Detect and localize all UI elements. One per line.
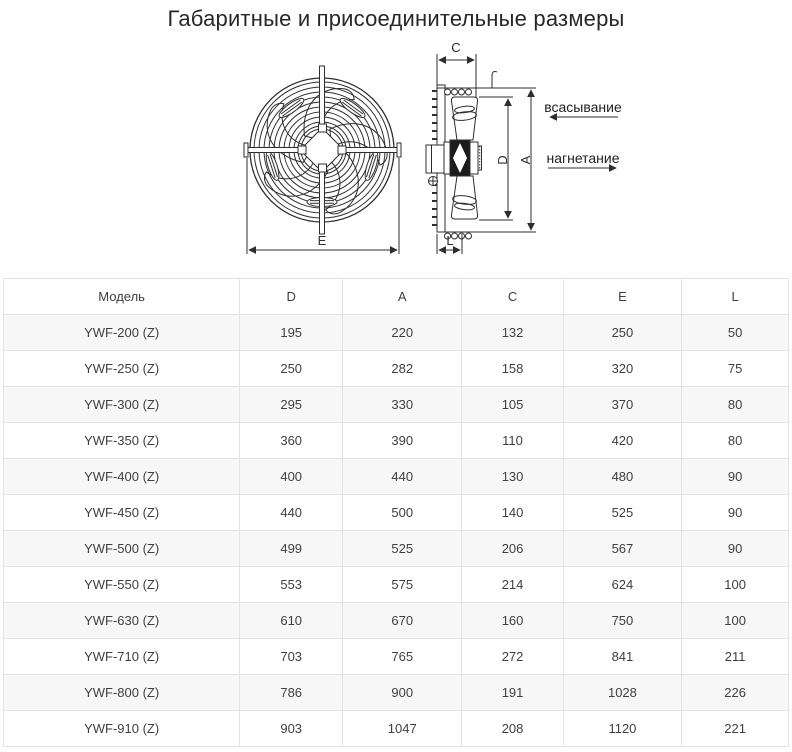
table-cell: 750	[563, 603, 682, 639]
dimension-diagram	[0, 36, 792, 276]
table-cell: YWF-350 (Z)	[4, 423, 240, 459]
table-cell: 400	[240, 459, 343, 495]
dim-label-l: L	[446, 233, 454, 248]
table-cell: 553	[240, 567, 343, 603]
table-row	[4, 351, 789, 387]
page-title: Габаритные и присоединительные размеры	[167, 6, 625, 31]
table-cell: 100	[682, 567, 789, 603]
dim-label-a: A	[518, 155, 533, 165]
table-cell: 191	[462, 675, 563, 711]
table-cell: 80	[682, 423, 789, 459]
table-cell: 500	[343, 495, 462, 531]
column-header-e: E	[563, 279, 682, 315]
table-cell: 158	[462, 351, 563, 387]
wire	[492, 72, 497, 89]
table-cell: 272	[462, 639, 563, 675]
table-cell: 221	[682, 711, 789, 747]
table-cell: 130	[462, 459, 563, 495]
table-cell: 525	[343, 531, 462, 567]
table-body	[4, 315, 789, 747]
discharge-label: нагнетание	[546, 150, 620, 166]
column-header-d: D	[240, 279, 343, 315]
table-cell: 330	[343, 387, 462, 423]
table-cell: 195	[240, 315, 343, 351]
table-cell: 765	[343, 639, 462, 675]
table-cell: 140	[462, 495, 563, 531]
table-cell: 703	[240, 639, 343, 675]
table-row	[4, 531, 789, 567]
dim-label-c: C	[451, 40, 461, 55]
dimension-d	[479, 97, 513, 220]
table-cell: 440	[240, 495, 343, 531]
column-header-model: Модель	[4, 279, 240, 315]
table-cell: 226	[682, 675, 789, 711]
table-cell: 786	[240, 675, 343, 711]
table-cell: 220	[343, 315, 462, 351]
table-header-row	[4, 279, 789, 315]
table-row	[4, 315, 789, 351]
table-cell: 420	[563, 423, 682, 459]
table-cell: YWF-400 (Z)	[4, 459, 240, 495]
table-cell: 480	[563, 459, 682, 495]
table-cell: YWF-630 (Z)	[4, 603, 240, 639]
dimensions-table	[3, 278, 789, 747]
table-cell: 211	[682, 639, 789, 675]
table-cell: 90	[682, 531, 789, 567]
table-cell: 250	[240, 351, 343, 387]
table-cell: 670	[343, 603, 462, 639]
table-cell: 360	[240, 423, 343, 459]
table-cell: 132	[462, 315, 563, 351]
table-cell: 90	[682, 495, 789, 531]
flow-annotations	[544, 99, 622, 168]
table-cell: 282	[343, 351, 462, 387]
table-cell: 1120	[563, 711, 682, 747]
table-cell: 624	[563, 567, 682, 603]
table-cell: 105	[462, 387, 563, 423]
suction-label: всасывание	[544, 99, 622, 115]
table-row	[4, 459, 789, 495]
dim-label-e: E	[317, 233, 327, 248]
fan-front-view	[244, 66, 401, 254]
fan-side-view	[426, 40, 536, 254]
table-cell: 499	[240, 531, 343, 567]
table-cell: YWF-200 (Z)	[4, 315, 240, 351]
table-row	[4, 603, 789, 639]
table-cell: 1028	[563, 675, 682, 711]
table-cell: 903	[240, 711, 343, 747]
table-cell: YWF-910 (Z)	[4, 711, 240, 747]
table-cell: 208	[462, 711, 563, 747]
table-cell: 160	[462, 603, 563, 639]
table-cell: 90	[682, 459, 789, 495]
table-cell: 75	[682, 351, 789, 387]
table-cell: 370	[563, 387, 682, 423]
table-cell: YWF-550 (Z)	[4, 567, 240, 603]
column-header-c: C	[462, 279, 563, 315]
table-cell: 100	[682, 603, 789, 639]
table-cell: 295	[240, 387, 343, 423]
table-row	[4, 567, 789, 603]
dimension-a	[518, 90, 533, 230]
table-row	[4, 495, 789, 531]
table-cell: 390	[343, 423, 462, 459]
table-cell: YWF-300 (Z)	[4, 387, 240, 423]
table-cell: 567	[563, 531, 682, 567]
table-cell: 1047	[343, 711, 462, 747]
dim-label-d: D	[495, 155, 510, 165]
table-cell: 206	[462, 531, 563, 567]
table-row	[4, 639, 789, 675]
table-row	[4, 675, 789, 711]
table-cell: 50	[682, 315, 789, 351]
blade-top	[451, 97, 477, 140]
table-cell: 841	[563, 639, 682, 675]
table-cell: 610	[240, 603, 343, 639]
table-cell: 80	[682, 387, 789, 423]
column-header-l: L	[682, 279, 789, 315]
table-row	[4, 711, 789, 747]
table-row	[4, 423, 789, 459]
table-cell: YWF-500 (Z)	[4, 531, 240, 567]
table-cell: 525	[563, 495, 682, 531]
table-cell: 214	[462, 567, 563, 603]
table-cell: YWF-250 (Z)	[4, 351, 240, 387]
table-cell: 320	[563, 351, 682, 387]
table-cell: YWF-710 (Z)	[4, 639, 240, 675]
table-row	[4, 387, 789, 423]
table-cell: YWF-450 (Z)	[4, 495, 240, 531]
table-cell: 250	[563, 315, 682, 351]
table-cell: 110	[462, 423, 563, 459]
motor	[426, 145, 444, 173]
table-cell: 440	[343, 459, 462, 495]
table-cell: 900	[343, 675, 462, 711]
table-cell: YWF-800 (Z)	[4, 675, 240, 711]
blade-bottom	[451, 176, 477, 219]
column-header-a: A	[343, 279, 462, 315]
table-cell: 575	[343, 567, 462, 603]
